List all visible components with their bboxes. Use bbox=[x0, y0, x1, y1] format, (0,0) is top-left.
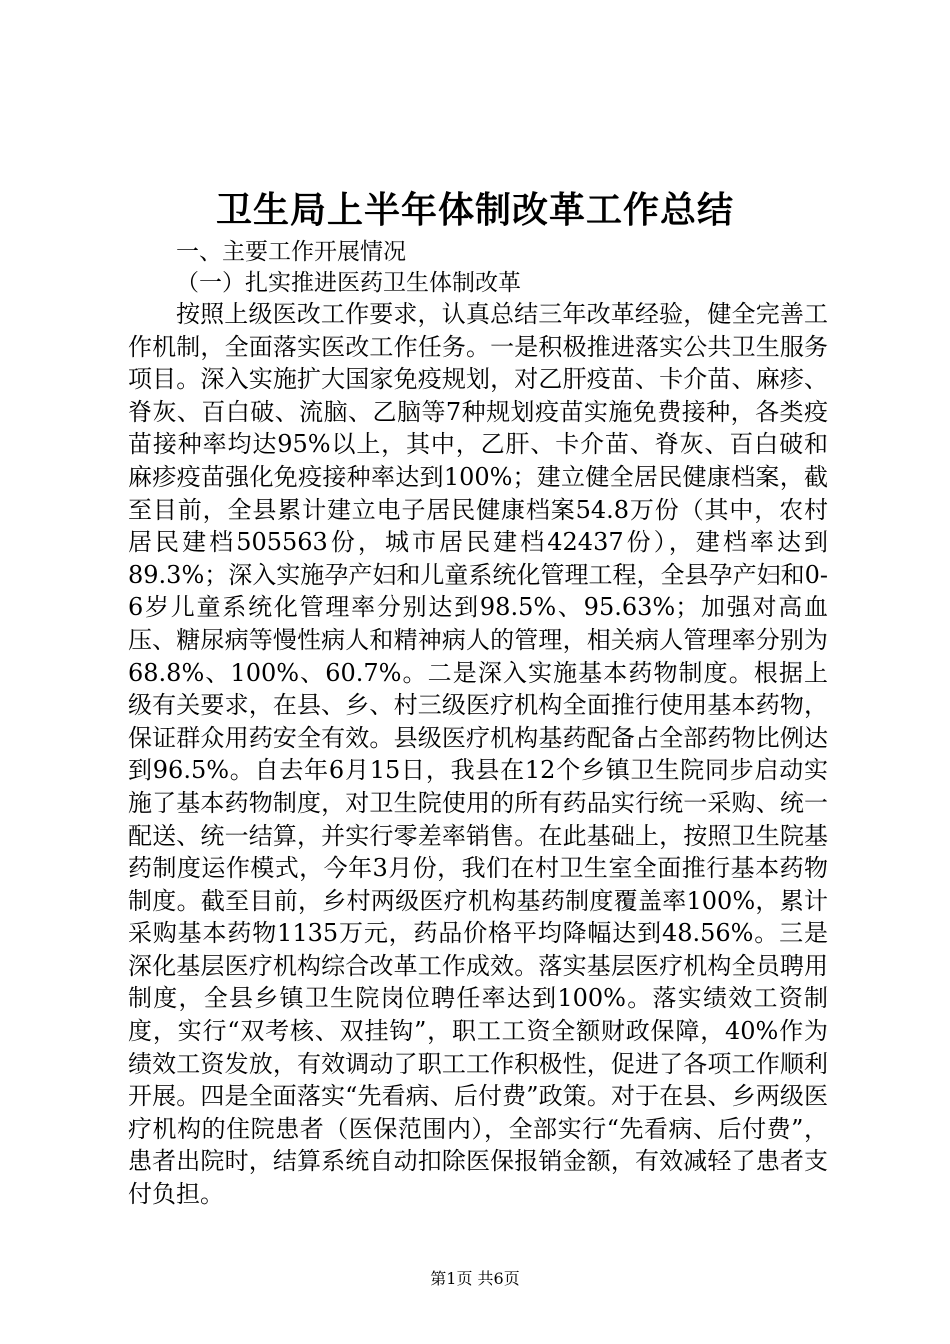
section-heading: 一、主要工作开展情况 bbox=[176, 239, 406, 265]
body-paragraph: 按照上级医改工作要求，认真总结三年改革经验，健全完善工作机制，全面落实医改工作任务。一是积极推进落实公共卫生服务项目。深入实施扩大国家免疫规划，对乙肝疫苗、卡介苗、麻疹、脊灰、百白破、流脑、乙脑等7种规划疫苗实施免费接种，各类疫苗接种率均达95%以上，其中，乙肝、卡介苗、脊灰、百白破和麻疹疫苗强化免疫接种率达到100%；建立健全居民健康档案，截至目前，全县累计建立电子居民健康档案54.8万份（其中，农村居民建档505563份，城市居民建档42437份），建档率达到89.3%；深入实施孕产妇和儿童系统化管理工程，全县孕产妇和0-6岁儿童系统化管理率分别达到98.5%、95.63%；加强对高血压、糖尿病等慢性病人和精神病人的管理，相关病人管理率分别为68.8%、100%、60.7%。二是深入实施基本药物制度。根据上级有关要求，在县、乡、村三级医疗机构全面推行使用基本药物，保证群众用药安全有效。县级医疗机构基药配备占全部药物比例达到96.5%。自去年6月15日，我县在12个乡镇卫生院同步启动实施了基本药物制度，对卫生院使用的所有药品实行统一采购、统一配送、统一结算，并实行零差率销售。在此基础上，按照卫生院基药制度运作模式，今年3月份，我们在村卫生室全面推行基本药物制度。截至目前，乡村两级医疗机构基药制度覆盖率100%，累计采购基本药物1135万元，药品价格平均降幅达到48.56%。三是深化基层医疗机构综合改革工作成效。落实基层医疗机构全员聘用制度，全县乡镇卫生院岗位聘任率达到100%。落实绩效工资制度，实行“双考核、双挂钩”，职工工资全额财政保障，40%作为绩效工资发放，有效调动了职工工作积极性，促进了各项工作顺利开展。四是全面落实“先看病、后付费”政策。对于在县、乡两级医疗机构的住院患者（医保范围内），全部实行“先看病、后付费”，患者出院时，结算系统自动扣除医保报销金额，有效减轻了患者支付负担。 bbox=[128, 300, 828, 1209]
document-title: 卫生局上半年体制改革工作总结 bbox=[215, 189, 734, 231]
page-number-footer: 第1页 共6页 bbox=[430, 1269, 520, 1288]
subsection-heading: （一）扎实推进医药卫生体制改革 bbox=[176, 270, 521, 296]
